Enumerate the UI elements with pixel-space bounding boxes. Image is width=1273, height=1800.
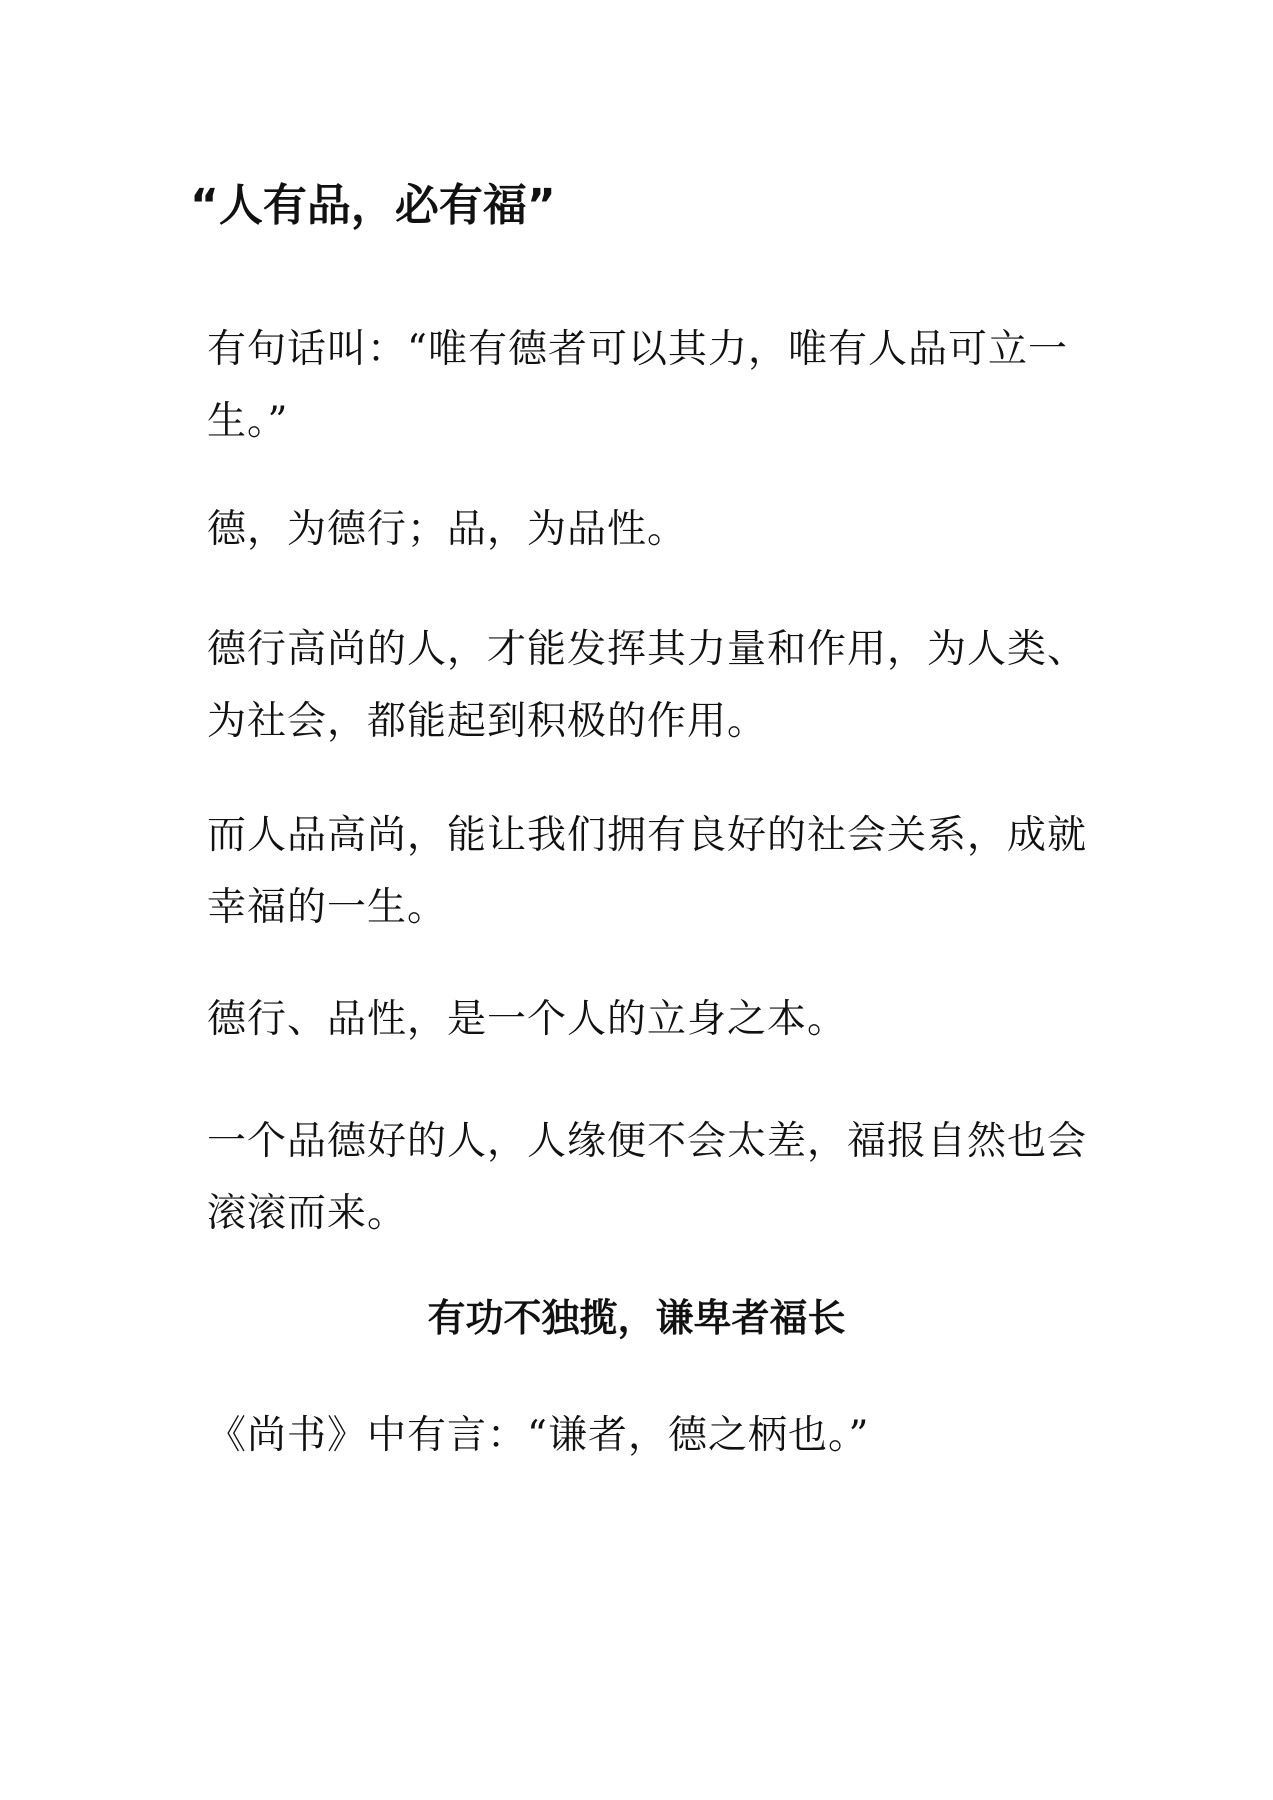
paragraph-1: 有句话叫：“唯有德者可以其力，唯有人品可立一生。” (207, 327, 1068, 444)
paragraph-5: 德行、品性，是一个人的立身之本。 (207, 997, 848, 1042)
paragraph-3: 德行高尚的人，才能发挥其力量和作用，为人类、为社会，都能起到积极的作用。 (207, 627, 1088, 744)
quote-paragraph: 《尚书》中有言：“谦者，德之柄也。” (207, 1413, 870, 1458)
paragraph-2: 德，为德行；品，为品性。 (207, 507, 688, 552)
paragraph-4: 而人品高尚，能让我们拥有良好的社会关系，成就幸福的一生。 (207, 813, 1088, 930)
paragraph-6: 一个品德好的人，人缘便不会太差，福报自然也会滚滚而来。 (207, 1119, 1088, 1236)
section-subheading: 有功不独揽，谦卑者福长 (427, 1296, 846, 1340)
document-title: “人有品，必有福” (190, 180, 556, 231)
